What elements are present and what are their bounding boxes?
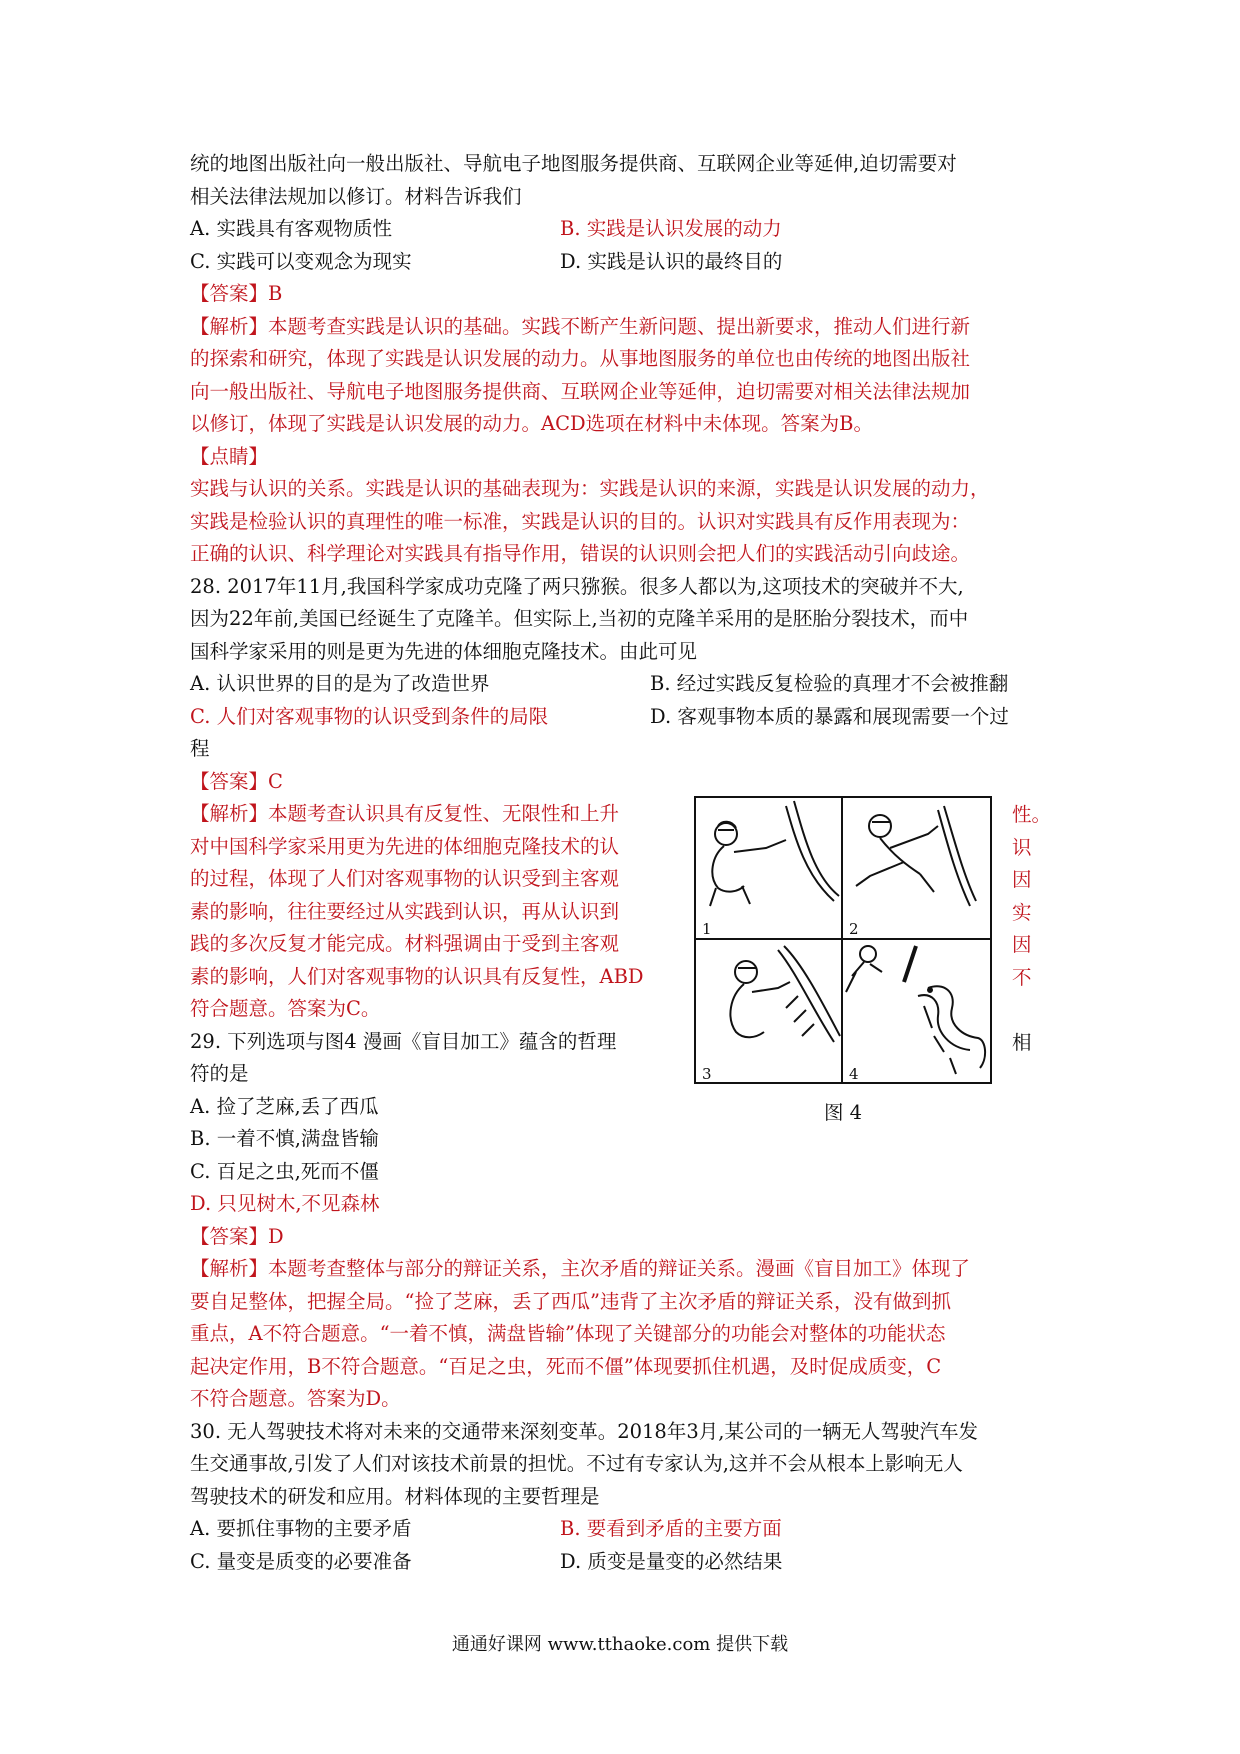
q29-stem-right-word: 相 bbox=[1012, 1031, 1032, 1054]
figure-4-comic bbox=[694, 796, 992, 1086]
q28-analysis-line: 符合题意。答案为C。 bbox=[190, 997, 381, 1020]
q28-analysis-line: 素的影响，往往要经过从实践到认识，再从认识到 bbox=[190, 899, 620, 923]
q28-answer: 【答案】C bbox=[190, 769, 283, 793]
q28-stem-line: 国科学家采用的则是更为先进的体细胞克隆技术。由此可见 bbox=[190, 639, 698, 663]
q29-option-c: C. 百足之虫,死而不僵 bbox=[190, 1159, 379, 1183]
q27-tip-line: 实践是检验认识的真理性的唯一标准，实践是认识的目的。认识对实践具有反作用表现为： bbox=[190, 509, 971, 533]
q29-stem-line: 29. 下列选项与图4 漫画《盲目加工》蕴含的哲理 bbox=[190, 1029, 617, 1053]
panel-label-2: 2 bbox=[849, 920, 859, 938]
q27-answer: 【答案】B bbox=[190, 282, 283, 305]
q27-analysis-line: 以修订，体现了实践是认识发展的动力。ACD选项在材料中未体现。答案为B。 bbox=[190, 412, 873, 435]
q29-analysis-line: 重点，A不符合题意。“一着不慎，满盘皆输”体现了关键部分的功能会对整体的功能状态 bbox=[190, 1322, 946, 1345]
panel-label-4: 4 bbox=[849, 1065, 859, 1083]
q28-option-d: D. 客观事物本质的暴露和展现需要一个过 bbox=[650, 704, 1009, 728]
q30-option-b: B. 要看到矛盾的主要方面 bbox=[560, 1517, 782, 1540]
q28-option-d-continued: 程 bbox=[190, 737, 210, 760]
q28-analysis-right-column bbox=[1012, 799, 1051, 994]
q30-stem-line: 30. 无人驾驶技术将对未来的交通带来深刻变革。2018年3月,某公司的一辆无人驾驶汽车发 bbox=[190, 1419, 978, 1443]
q29-option-b: B. 一着不慎,满盘皆输 bbox=[190, 1127, 379, 1150]
q29-analysis-line: 【解析】本题考查整体与部分的辩证关系，主次矛盾的辩证关系。漫画《盲目加工》体现了 bbox=[190, 1257, 971, 1280]
q28-right-fragment: 因 bbox=[1012, 868, 1032, 891]
q28-options-row-2 bbox=[190, 701, 1060, 734]
q28-option-a: A. 认识世界的目的是为了改造世界 bbox=[190, 672, 490, 695]
q30-option-c: C. 量变是质变的必要准备 bbox=[190, 1549, 412, 1573]
q27-option-c: C. 实践可以变观念为现实 bbox=[190, 249, 412, 273]
q27-option-d: D. 实践是认识的最终目的 bbox=[560, 249, 783, 273]
q27-analysis-line: 【解析】本题考查实践是认识的基础。实践不断产生新问题、提出新要求，推动人们进行新 bbox=[190, 314, 971, 338]
q29-stem-line: 符的是 bbox=[190, 1062, 249, 1085]
q28-right-fragment: 不 bbox=[1012, 965, 1032, 989]
q28-analysis-line: 素的影响，人们对客观事物的认识具有反复性，ABD bbox=[190, 964, 644, 988]
q30-option-d: D. 质变是量变的必然结果 bbox=[560, 1549, 783, 1573]
q30-stem-line: 生交通事故,引发了人们对该技术前景的担忧。不过有专家认为,这并不会从根本上影响无人 bbox=[190, 1452, 963, 1475]
q27-options-row-2 bbox=[190, 246, 1060, 279]
q27-stem-line: 相关法律法规加以修订。材料告诉我们 bbox=[190, 184, 522, 208]
q28-right-fragment: 实 bbox=[1012, 900, 1032, 924]
q28-right-fragment: 因 bbox=[1012, 933, 1032, 956]
q28-analysis-line: 【解析】本题考查认识具有反复性、无限性和上升 bbox=[190, 802, 620, 825]
q27-analysis-line: 向一般出版社、导航电子地图服务提供商、互联网企业等延伸，迫切需要对相关法律法规加 bbox=[190, 379, 971, 403]
q28-analysis-line: 践的多次反复才能完成。材料强调由于受到主客观 bbox=[190, 932, 620, 955]
q27-options-row-1 bbox=[190, 213, 1060, 246]
q28-analysis-line: 对中国科学家采用更为先进的体细胞克隆技术的认 bbox=[190, 834, 620, 858]
q30-options-row-1 bbox=[190, 1513, 1060, 1546]
q28-option-c: C. 人们对客观事物的认识受到条件的局限 bbox=[190, 704, 549, 728]
q29-analysis-line: 不符合题意。答案为D。 bbox=[190, 1387, 401, 1410]
page-footer: 通通好课网 www.tthaoke.com 提供下载 bbox=[451, 1634, 789, 1655]
q28-right-fragment: 识 bbox=[1012, 835, 1032, 859]
q29-answer: 【答案】D bbox=[190, 1224, 284, 1248]
q29-option-a: A. 捡了芝麻,丢了西瓜 bbox=[190, 1094, 379, 1118]
q27-option-b: B. 实践是认识发展的动力 bbox=[560, 217, 782, 240]
q27-tip-title: 【点睛】 bbox=[190, 444, 269, 468]
q27-option-a: A. 实践具有客观物质性 bbox=[190, 217, 392, 240]
q30-stem-line: 驾驶技术的研发和应用。材料体现的主要哲理是 bbox=[190, 1484, 600, 1508]
q29-option-d: D. 只见树木,不见森林 bbox=[190, 1192, 380, 1215]
panel-label-1: 1 bbox=[702, 920, 712, 938]
q28-right-fragment: 性。 bbox=[1012, 803, 1052, 826]
q28-options-row-1 bbox=[190, 668, 1060, 701]
figure-4-caption: 图 4 bbox=[823, 1101, 863, 1124]
q27-analysis-line: 的探索和研究，体现了实践是认识发展的动力。从事地图服务的单位也由传统的地图出版社 bbox=[190, 347, 971, 370]
q27-tip-line: 实践与认识的关系。实践是认识的基础表现为：实践是认识的来源，实践是认识发展的动力， bbox=[190, 477, 990, 500]
q28-analysis-line: 的过程，体现了人们对客观事物的认识受到主客观 bbox=[190, 867, 620, 890]
q29-analysis-line: 起决定作用，B不符合题意。“百足之虫，死而不僵”体现要抓住机遇，及时促成质变，C bbox=[190, 1354, 942, 1378]
q27-tip-line: 正确的认识、科学理论对实践具有指导作用，错误的认识则会把人们的实践活动引向歧途。 bbox=[190, 542, 971, 565]
q28-option-b: B. 经过实践反复检验的真理才不会被推翻 bbox=[650, 672, 1009, 695]
panel-label-3: 3 bbox=[702, 1065, 712, 1083]
q27-stem-line: 统的地图出版社向一般出版社、导航电子地图服务提供商、互联网企业等延伸,迫切需要对 bbox=[190, 152, 957, 175]
q29-analysis-line: 要自足整体，把握全局。“捡了芝麻，丢了西瓜”违背了主次矛盾的辩证关系，没有做到抓 bbox=[190, 1289, 951, 1313]
q28-stem-line: 28. 2017年11月,我国科学家成功克隆了两只猕猴。很多人都以为,这项技术的突破并不大, bbox=[190, 574, 964, 598]
q28-stem-line: 因为22年前,美国已经诞生了克隆羊。但实际上,当初的克隆羊采用的是胚胎分裂技术，而中 bbox=[190, 607, 969, 630]
comic-svg bbox=[694, 796, 992, 1086]
q30-option-a: A. 要抓住事物的主要矛盾 bbox=[190, 1517, 412, 1540]
q30-options-row-2 bbox=[190, 1546, 1060, 1579]
